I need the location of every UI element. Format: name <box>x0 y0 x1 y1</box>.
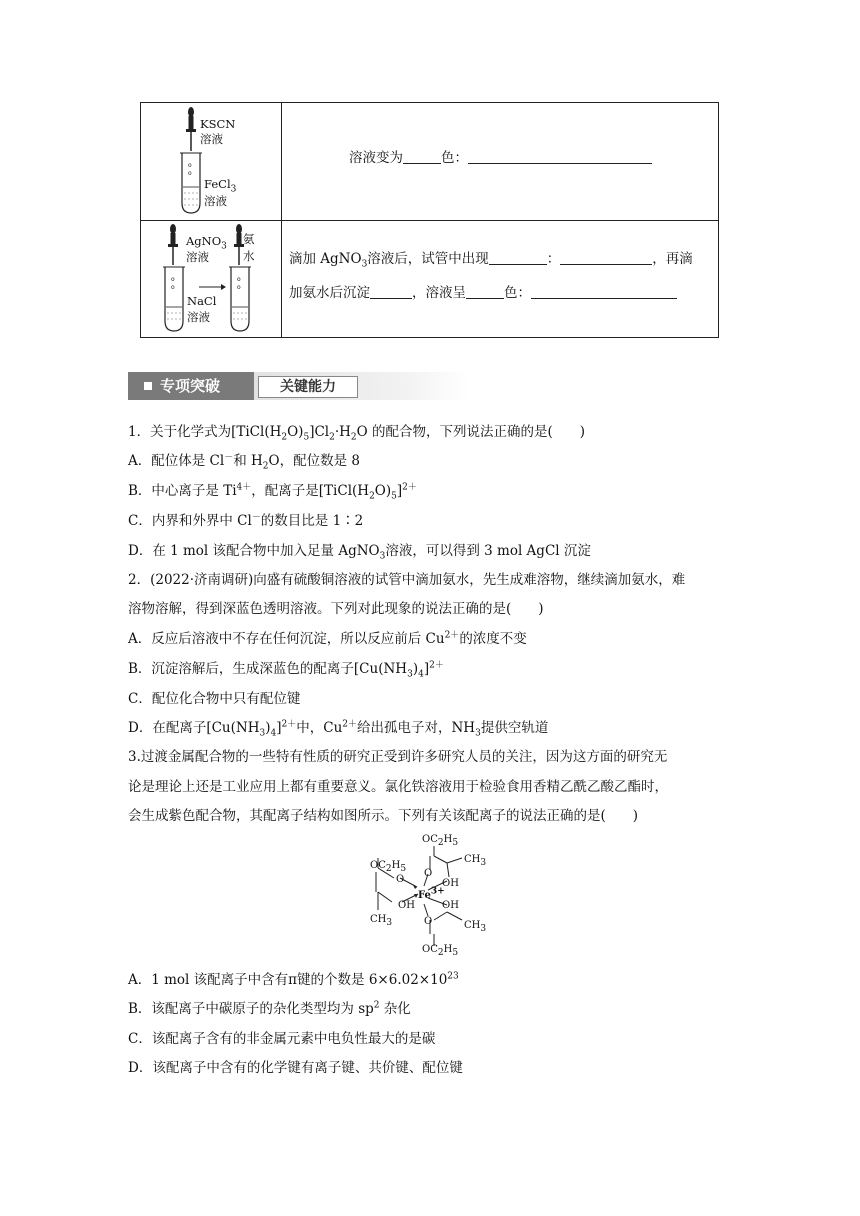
ammonia-label-2: 水 <box>243 249 255 263</box>
experiment-table <box>140 102 719 338</box>
structure-ch3-right: $CH_3$ <box>464 920 487 934</box>
section-banner <box>128 372 468 400</box>
row2-description-line2: 加氨水后沉淀 ，溶液呈 色： <box>289 277 677 309</box>
row2-description-line1: 滴加 AgNO$_3$溶液后，试管中出现 ： ，再滴 <box>289 243 693 275</box>
structure-oh-left: OH <box>398 900 415 911</box>
section-tab: 关键能力 <box>258 376 358 398</box>
svg-text:o: o <box>171 276 175 283</box>
banner-title-block <box>128 372 254 400</box>
svg-text:o: o <box>171 284 175 291</box>
q1-option-c[interactable]: C．内界和外界中 Cl－的数目比是 1∶2 <box>128 512 364 529</box>
svg-text:o: o <box>237 284 241 291</box>
q2-option-d[interactable]: D．在配离子$[Cu(NH_3)_4]^{2+}$中，$Cu^{2+}$给出孤电子对，$NH_3$提供空轨道 <box>128 719 549 739</box>
nacl-solution-label: 溶液 <box>187 310 210 324</box>
structure-ch3-left: $CH_3$ <box>370 914 393 928</box>
q1-option-d[interactable]: D．在 1 mol 该配合物中加入足量 AgNO$_3$溶液，可以得到 3 mol AgCl 沉淀 <box>128 543 591 562</box>
q3-stem-line2: 论是理论上还是工业应用上都有重要意义。氯化铁溶液用于检验食用香精乙酰乙酸乙酯时， <box>128 779 668 795</box>
kscn-label: KSCN <box>200 117 236 131</box>
fecl3-label: FeCl$_3$ <box>204 177 237 195</box>
q3-option-b[interactable]: B．该配离子中碳原子的杂化类型均为 $sp^2$ 杂化 <box>128 1000 411 1017</box>
structure-oh-bottom: OH <box>442 900 459 911</box>
svg-text:o: o <box>188 162 192 169</box>
q2-option-a[interactable]: A．反应后溶液中不存在任何沉淀，所以反应前后 $Cu^{2+}$的浓度不变 <box>128 630 527 647</box>
q2-stem-line1: 2．(2022·济南调研)向盛有硫酸铜溶液的试管中滴加氨水，先生成难溶物，继续滴加氨水，难 <box>128 572 686 588</box>
agno3-label: AgNO$_3$ <box>186 234 227 252</box>
agno3-solution-label: 溶液 <box>186 250 209 264</box>
kscn-solution-label: 溶液 <box>200 132 223 146</box>
dissolve-blank[interactable] <box>370 282 412 299</box>
ammonia-label-1: 氨 <box>243 232 255 246</box>
structure-oh-top: OH <box>442 878 459 889</box>
solution-color-blank[interactable] <box>466 282 504 299</box>
q2-option-c[interactable]: C．配位化合物中只有配位键 <box>128 691 301 707</box>
structure-o-top: O <box>424 868 433 879</box>
structure-oc2h5-left: $OC_2H_5$ <box>370 860 407 874</box>
equation1-blank[interactable] <box>560 248 652 265</box>
q3-option-a[interactable]: A．1 mol 该配离子中含有π键的个数是 $6\times 6.02\times 10^{23}$ <box>128 971 459 988</box>
structure-o-bottom: O <box>424 916 433 927</box>
q3-stem-line3: 会生成紫色配合物，其配离子结构如图所示。下列有关该配离子的说法正确的是( ) <box>128 808 639 824</box>
row1-description: 溶液变为 色： <box>349 142 652 174</box>
svg-text:o: o <box>237 276 241 283</box>
precipitate-blank[interactable] <box>489 248 547 265</box>
q2-option-b[interactable]: B．沉淀溶解后，生成深蓝色的配离子$[Cu(NH_3)_4]^{2+}$ <box>128 660 444 680</box>
q3-option-d[interactable]: D．该配离子中含有的化学键有离子键、共价键、配位键 <box>128 1060 463 1076</box>
q1-option-a[interactable]: A．配位体是 Cl－和 $H_2O$，配位数是 8 <box>128 452 360 472</box>
column-divider <box>281 103 282 337</box>
q1-stem: 1．关于化学式为$[TiCl(H_2O)_5]Cl_2\cdot H_2O$ 的配合物，下列说法正确的是( ) <box>128 424 586 443</box>
structure-fe-center: $Fe^{3+}$ <box>418 886 445 901</box>
structure-ch3-top: $CH_3$ <box>464 854 487 868</box>
q2-stem-line2: 溶物溶解，得到深蓝色透明溶液。下列对此现象的说法正确的是( ) <box>128 601 544 617</box>
nacl-label: NaCl <box>187 294 217 308</box>
structure-oc2h5-top: $OC_2H_5$ <box>422 834 459 848</box>
svg-text:o: o <box>188 170 192 177</box>
structure-o-left: O <box>396 874 405 885</box>
structure-oc2h5-bottom: $OC_2H_5$ <box>422 944 459 958</box>
q3-option-c[interactable]: C．该配离子含有的非金属元素中电负性最大的是碳 <box>128 1031 436 1047</box>
square-bullet-icon <box>144 382 152 390</box>
equation2-blank[interactable] <box>531 282 677 299</box>
color-blank[interactable] <box>403 147 441 164</box>
row-divider <box>141 220 718 221</box>
reason-blank[interactable] <box>468 147 652 164</box>
q3-stem-line1: 3.过渡金属配合物的一些特有性质的研究正受到许多研究人员的关注，因为这方面的研究无 <box>128 749 668 765</box>
section-title: 专项突破 <box>160 377 221 395</box>
fecl3-solution-label: 溶液 <box>204 194 227 208</box>
q1-option-b[interactable]: B．中心离子是 $Ti^{4+}$，配离子是$[TiCl(H_2O)_5]^{2+}$ <box>128 482 417 502</box>
